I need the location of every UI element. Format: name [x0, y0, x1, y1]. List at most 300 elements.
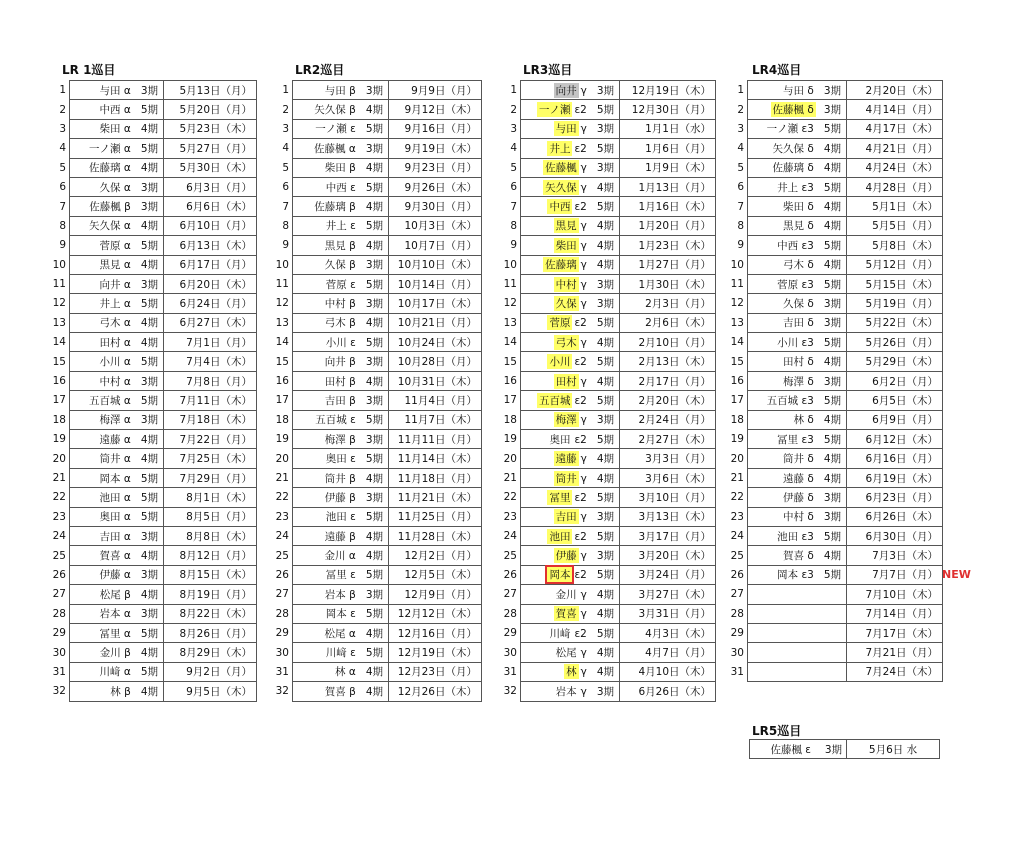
table-row: [275, 526, 482, 545]
table-row: [503, 391, 716, 410]
member-period: 5期: [596, 569, 614, 582]
date-cell: 1月1日（水）: [620, 119, 716, 138]
table-row: [730, 352, 943, 371]
table-row: [503, 352, 716, 371]
member-name: 伊藤: [555, 550, 577, 563]
member-name: 金川 β: [99, 647, 131, 660]
table-row: [503, 119, 716, 138]
member-cell: [70, 274, 164, 293]
member-name: 弓木: [555, 336, 577, 349]
date-cell: 8月29日（木）: [164, 643, 257, 662]
row-number: 27: [52, 588, 66, 601]
table-row: [275, 565, 482, 584]
member-name: 井上 α: [99, 297, 131, 310]
member-greek: γ: [580, 472, 587, 485]
row-number: 12: [275, 297, 289, 310]
date-cell: 9月9日（月）: [389, 81, 482, 100]
date-cell: 3月31日（月）: [620, 604, 716, 623]
date-cell: 3月10日（月）: [620, 488, 716, 507]
table-row: [730, 662, 943, 681]
member-name: 佐藤璃 α: [89, 162, 131, 175]
date-cell: 11月4日（月）: [389, 391, 482, 410]
member-period: 3期: [140, 375, 158, 388]
row-number: 25: [275, 549, 289, 562]
date-cell: 11月28日（木）: [389, 526, 482, 545]
row-number: 28: [52, 607, 66, 620]
table-row: [503, 371, 716, 390]
row-number: 10: [52, 258, 66, 271]
member-name: 井上 ε3: [777, 181, 814, 194]
date-cell: 10月14日（月）: [389, 274, 482, 293]
member-cell: [70, 216, 164, 235]
member-name: 黒見 α: [99, 259, 131, 272]
member-period: 5期: [823, 123, 841, 136]
member-name: 賀喜 δ: [783, 550, 814, 563]
row-number: 26: [503, 568, 517, 581]
table-row: [730, 585, 943, 604]
date-cell: 12月5日（木）: [389, 565, 482, 584]
member-name: 冨里 α: [99, 627, 131, 640]
date-cell: 4月14日（月）: [847, 100, 943, 119]
row-number: 31: [275, 665, 289, 678]
date-cell: 9月12日（木）: [389, 100, 482, 119]
row-number: 17: [52, 394, 66, 407]
table-row: [52, 507, 257, 526]
member-period: 3期: [596, 162, 614, 175]
table-row: [730, 119, 943, 138]
date-cell: 8月5日（月）: [164, 507, 257, 526]
member-cell: [521, 255, 620, 274]
member-cell: [748, 274, 847, 293]
row-number: 25: [52, 549, 66, 562]
row-number: 17: [275, 394, 289, 407]
row-number: 27: [730, 588, 744, 601]
table-row: [52, 100, 257, 119]
member-greek: γ: [580, 162, 587, 175]
member-name: 池田 ε: [325, 511, 356, 524]
row-number: 18: [275, 413, 289, 426]
member-period: 4期: [823, 259, 841, 272]
member-period: 4期: [596, 453, 614, 466]
member-name: 梅澤: [555, 414, 577, 427]
table-row: [52, 177, 257, 196]
member-cell: [293, 488, 389, 507]
member-name: 佐藤楓 δ: [772, 104, 814, 117]
member-name: 中村 α: [99, 375, 131, 388]
date-cell: 4月24日（木）: [847, 158, 943, 177]
member-cell: [70, 333, 164, 352]
member-period: 4期: [140, 453, 158, 466]
member-greek: γ: [580, 588, 587, 601]
date-cell: 2月13日（木）: [620, 352, 716, 371]
table-row: [730, 139, 943, 158]
member-cell: [521, 81, 620, 100]
date-cell: 11月21日（木）: [389, 488, 482, 507]
member-cell: [521, 565, 620, 584]
member-period: 3期: [823, 511, 841, 524]
member-greek: γ: [580, 375, 587, 388]
row-number: 23: [52, 510, 66, 523]
row-number: 26: [52, 568, 66, 581]
row-number: 8: [59, 219, 66, 232]
member-cell: [748, 488, 847, 507]
member-period: 5期: [596, 201, 614, 214]
member-cell: [521, 216, 620, 235]
date-cell: 3月20日（木）: [620, 546, 716, 565]
row-number: 1: [59, 84, 66, 97]
table-row: [275, 158, 482, 177]
member-cell: [521, 449, 620, 468]
member-period: 3期: [823, 84, 841, 97]
member-name: 五百城 ε3: [766, 394, 814, 407]
member-cell: [70, 623, 164, 642]
member-greek: γ: [580, 297, 587, 310]
date-cell: 6月19日（木）: [847, 468, 943, 487]
date-cell: 12月16日（月）: [389, 623, 482, 642]
date-cell: 3月24日（月）: [620, 565, 716, 584]
table-row: [52, 449, 257, 468]
row-number: 28: [730, 607, 744, 620]
member-name: 向井 α: [99, 278, 131, 291]
table-row: [503, 410, 716, 429]
member-period: 5期: [140, 491, 158, 504]
member-cell: [748, 643, 847, 662]
date-cell: 11月7日（木）: [389, 410, 482, 429]
date-cell: 5月8日（木）: [847, 236, 943, 255]
date-cell: 7月17日（木）: [847, 623, 943, 642]
member-cell: [293, 682, 389, 701]
member-period: 5期: [596, 491, 614, 504]
lr4-title: LR4巡目: [752, 63, 802, 77]
table-row: [730, 488, 943, 507]
member-period: 5期: [140, 666, 158, 679]
member-name: 池田 α: [99, 491, 131, 504]
date-cell: 5月23日（木）: [164, 119, 257, 138]
member-period: 4期: [140, 259, 158, 272]
row-number: 20: [52, 452, 66, 465]
table-row: [730, 177, 943, 196]
member-name: 田村: [555, 375, 577, 388]
date-cell: 8月22日（木）: [164, 604, 257, 623]
member-period: 4期: [140, 647, 158, 660]
row-number: 7: [59, 200, 66, 213]
member-name: 佐藤璃 δ: [772, 162, 814, 175]
table-row: [730, 313, 943, 332]
table-row: [52, 546, 257, 565]
member-cell: [293, 585, 389, 604]
lr5-period: 3期: [824, 743, 842, 756]
table-row: [52, 158, 257, 177]
row-number: 8: [510, 219, 517, 232]
date-cell: 5月1日（木）: [847, 197, 943, 216]
date-cell: 5月15日（木）: [847, 274, 943, 293]
member-cell: [70, 449, 164, 468]
member-name: 田村 δ: [783, 356, 814, 369]
member-period: 5期: [365, 278, 383, 291]
member-name: 久保 β: [324, 259, 356, 272]
row-number: 1: [510, 84, 517, 97]
table-row: [503, 197, 716, 216]
date-cell: 9月16日（月）: [389, 119, 482, 138]
row-number: 30: [52, 646, 66, 659]
row-number: 31: [503, 665, 517, 678]
member-cell: [293, 430, 389, 449]
member-period: 4期: [365, 375, 383, 388]
table-row: [275, 546, 482, 565]
member-name: 弓木 δ: [783, 259, 814, 272]
date-cell: 9月26日（木）: [389, 177, 482, 196]
row-number: 23: [503, 510, 517, 523]
member-period: 4期: [823, 162, 841, 175]
member-name: 林 α: [335, 666, 356, 679]
date-cell: 5月5日（月）: [847, 216, 943, 235]
date-cell: 8月8日（木）: [164, 526, 257, 545]
member-cell: [293, 177, 389, 196]
member-name: 中村: [555, 278, 577, 291]
member-period: 3期: [596, 297, 614, 310]
member-period: 3期: [365, 491, 383, 504]
date-cell: 6月23日（月）: [847, 488, 943, 507]
row-number: 4: [737, 142, 744, 155]
member-cell: [293, 119, 389, 138]
row-number: 28: [275, 607, 289, 620]
table-row: [275, 81, 482, 100]
member-period: 3期: [140, 530, 158, 543]
row-number: 4: [282, 142, 289, 155]
row-number: 29: [503, 627, 517, 640]
member-period: 4期: [365, 530, 383, 543]
member-period: 4期: [365, 162, 383, 175]
date-cell: 10月17日（木）: [389, 294, 482, 313]
member-period: 4期: [140, 685, 158, 698]
date-cell: 2月6日（木）: [620, 313, 716, 332]
member-name: 梅澤 α: [99, 414, 131, 427]
member-name: 田村 α: [99, 336, 131, 349]
member-name: 柴田 α: [99, 123, 131, 136]
row-number: 32: [503, 685, 517, 698]
member-greek: ε2: [574, 104, 587, 117]
member-period: 3期: [823, 375, 841, 388]
table-row: [275, 333, 482, 352]
member-cell: [748, 313, 847, 332]
member-cell: [70, 526, 164, 545]
row-number: 1: [737, 84, 744, 97]
member-greek: γ: [580, 685, 587, 698]
member-name: 岡本 ε: [325, 608, 356, 621]
member-period: 4期: [823, 453, 841, 466]
member-cell: [748, 333, 847, 352]
member-cell: [70, 643, 164, 662]
member-greek: γ: [580, 259, 587, 272]
member-period: 4期: [140, 162, 158, 175]
table-row: [52, 352, 257, 371]
member-name: 菅原: [549, 317, 571, 330]
member-period: 5期: [140, 394, 158, 407]
row-number: 10: [275, 258, 289, 271]
table-row: [730, 526, 943, 545]
member-name: 五百城: [538, 394, 571, 407]
date-cell: 9月23日（月）: [389, 158, 482, 177]
member-cell: [521, 139, 620, 158]
table-row: [503, 139, 716, 158]
row-number: 27: [275, 588, 289, 601]
member-greek: γ: [580, 220, 587, 233]
member-cell: [748, 81, 847, 100]
member-name: 岡本 ε3: [777, 569, 814, 582]
table-row: [52, 216, 257, 235]
date-cell: 7月10日（木）: [847, 585, 943, 604]
row-number: 8: [737, 219, 744, 232]
member-cell: [70, 546, 164, 565]
member-period: 4期: [596, 220, 614, 233]
member-name: 伊藤 δ: [783, 491, 814, 504]
lr5-table: [749, 739, 940, 759]
row-number: 18: [730, 413, 744, 426]
member-cell: [521, 643, 620, 662]
member-cell: [748, 294, 847, 313]
date-cell: 6月13日（木）: [164, 236, 257, 255]
date-cell: 8月12日（月）: [164, 546, 257, 565]
row-number: 11: [730, 278, 744, 291]
table-row: [503, 430, 716, 449]
row-number: 10: [730, 258, 744, 271]
date-cell: 3月3日（月）: [620, 449, 716, 468]
member-cell: [293, 294, 389, 313]
member-name: 中西 α: [99, 104, 131, 117]
member-cell: [748, 371, 847, 390]
date-cell: 3月13日（木）: [620, 507, 716, 526]
member-name: 一ノ瀬 ε3: [766, 123, 814, 136]
member-cell: [70, 682, 164, 701]
member-name: 黒見 β: [324, 239, 356, 252]
row-number: 32: [52, 685, 66, 698]
row-number: 16: [52, 375, 66, 388]
table-row: [730, 643, 943, 662]
member-cell: [521, 526, 620, 545]
member-period: 5期: [596, 142, 614, 155]
member-period: 4期: [823, 472, 841, 485]
member-cell: [521, 391, 620, 410]
member-cell: [521, 236, 620, 255]
date-cell: 10月24日（木）: [389, 333, 482, 352]
table-row: [52, 313, 257, 332]
date-cell: 11月11日（月）: [389, 430, 482, 449]
member-name: 一ノ瀬: [538, 104, 571, 117]
member-greek: γ: [580, 414, 587, 427]
member-cell: [748, 623, 847, 642]
table-row: [503, 274, 716, 293]
row-number: 16: [730, 375, 744, 388]
table-row: [730, 449, 943, 468]
member-cell: [70, 197, 164, 216]
member-period: 3期: [365, 356, 383, 369]
member-period: 4期: [823, 414, 841, 427]
table-row: [52, 139, 257, 158]
date-cell: 7月4日（木）: [164, 352, 257, 371]
date-cell: 7月25日（木）: [164, 449, 257, 468]
member-greek: γ: [580, 647, 587, 660]
member-cell: [521, 274, 620, 293]
table-row: [275, 468, 482, 487]
date-cell: 6月5日（木）: [847, 391, 943, 410]
member-cell: [70, 371, 164, 390]
table-row: [503, 294, 716, 313]
member-period: 5期: [365, 608, 383, 621]
row-number: 14: [275, 336, 289, 349]
row-number: 7: [282, 200, 289, 213]
member-name: 賀喜: [555, 608, 577, 621]
member-period: 3期: [140, 278, 158, 291]
date-cell: 12月12日（木）: [389, 604, 482, 623]
table-row: [750, 740, 940, 759]
member-period: 4期: [365, 201, 383, 214]
table-row: [730, 236, 943, 255]
member-greek: γ: [580, 278, 587, 291]
member-name: 井上: [549, 142, 571, 155]
member-period: 3期: [140, 569, 158, 582]
member-period: 4期: [365, 317, 383, 330]
table-row: [503, 100, 716, 119]
date-cell: 2月10日（月）: [620, 333, 716, 352]
member-greek: γ: [580, 336, 587, 349]
member-cell: [521, 119, 620, 138]
member-name: 与田 β: [324, 84, 356, 97]
member-cell: [70, 430, 164, 449]
table-row: [275, 139, 482, 158]
table-row: [52, 410, 257, 429]
date-cell: 8月1日（木）: [164, 488, 257, 507]
member-cell: [70, 391, 164, 410]
date-cell: 5月19日（月）: [847, 294, 943, 313]
date-cell: 5月13日（月）: [164, 81, 257, 100]
member-period: 3期: [596, 511, 614, 524]
member-name: 井上 ε: [325, 220, 356, 233]
date-cell: 9月19日（木）: [389, 139, 482, 158]
member-cell: [70, 488, 164, 507]
member-name: 柴田: [555, 239, 577, 252]
row-number: 22: [503, 491, 517, 504]
row-number: 14: [503, 336, 517, 349]
table-row: [503, 313, 716, 332]
date-cell: 2月27日（木）: [620, 430, 716, 449]
table-row: [503, 333, 716, 352]
date-cell: 10月28日（月）: [389, 352, 482, 371]
row-number: 3: [59, 122, 66, 135]
member-cell: [748, 526, 847, 545]
member-greek: ε2: [574, 627, 587, 640]
member-greek: γ: [580, 453, 587, 466]
row-number: 9: [510, 239, 517, 252]
member-name: 岩本 α: [99, 608, 131, 621]
member-cell: [70, 352, 164, 371]
row-number: 14: [730, 336, 744, 349]
member-cell: [748, 565, 847, 584]
row-number: 26: [730, 568, 744, 581]
date-cell: 6月26日（木）: [847, 507, 943, 526]
member-period: 5期: [140, 142, 158, 155]
member-name: 与田: [555, 123, 577, 136]
member-period: 5期: [596, 627, 614, 640]
table-row: [275, 488, 482, 507]
member-period: 5期: [365, 647, 383, 660]
member-cell: [521, 662, 620, 681]
member-period: 4期: [596, 336, 614, 349]
date-cell: 1月20日（月）: [620, 216, 716, 235]
member-period: 3期: [140, 84, 158, 97]
date-cell: 6月30日（月）: [847, 526, 943, 545]
member-cell: [748, 585, 847, 604]
member-name: 一ノ瀬 ε: [315, 123, 356, 136]
